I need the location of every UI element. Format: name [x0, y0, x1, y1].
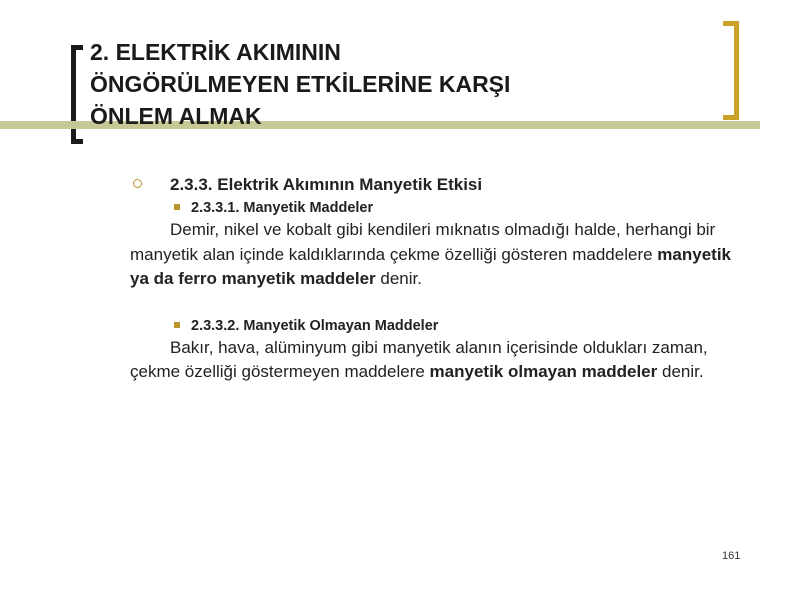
page-number: 161 — [722, 550, 741, 562]
square-bullet-icon — [174, 204, 180, 210]
paragraph-1-text: Demir, nikel ve kobalt gibi kendileri mıknatıs olmadığı halde, herhangi bir manyetik alan içinde kaldıklarında çekme özelliği gösteren maddelere — [130, 220, 716, 264]
right-bracket-decoration — [723, 21, 739, 120]
subsection-paragraph-2 — [130, 336, 740, 385]
left-bracket-decoration — [71, 45, 83, 144]
title-line-1: 2. ELEKTRİK AKIMININ — [90, 39, 341, 65]
paragraph-2-end: denir. — [657, 362, 704, 381]
subsection-heading-2 — [130, 316, 740, 336]
paragraph-2-bold-term: manyetik olmayan maddeler — [429, 362, 658, 381]
paragraph-1-bold-term: manyetik ya da ferro manyetik maddeler — [130, 244, 731, 288]
paragraph-2-text: Bakır, hava, alüminyum gibi manyetik alanın içerisinde oldukları zaman, çekme özelliği göstermeyen maddelere — [130, 337, 708, 381]
section-heading — [130, 172, 740, 198]
square-bullet-icon — [174, 322, 180, 328]
subsection-heading-1-text: 2.3.3.1. Manyetik Maddeler — [191, 200, 374, 216]
subsection-paragraph-1 — [130, 218, 740, 292]
slide-title — [90, 36, 510, 132]
section-heading-text: 2.3.3. Elektrik Akımının Manyetik Etkisi — [170, 175, 483, 194]
title-line-3: ÖNLEM ALMAK — [90, 103, 262, 129]
subsection-heading-2-text: 2.3.3.2. Manyetik Olmayan Maddeler — [191, 317, 439, 334]
subsection-heading-1 — [130, 198, 740, 218]
ring-bullet-icon — [133, 179, 142, 188]
slide-content — [130, 172, 740, 385]
title-line-2: ÖNGÖRÜLMEYEN ETKİLERİNE KARŞI — [90, 71, 511, 97]
paragraph-1-end: denir. — [375, 269, 422, 288]
